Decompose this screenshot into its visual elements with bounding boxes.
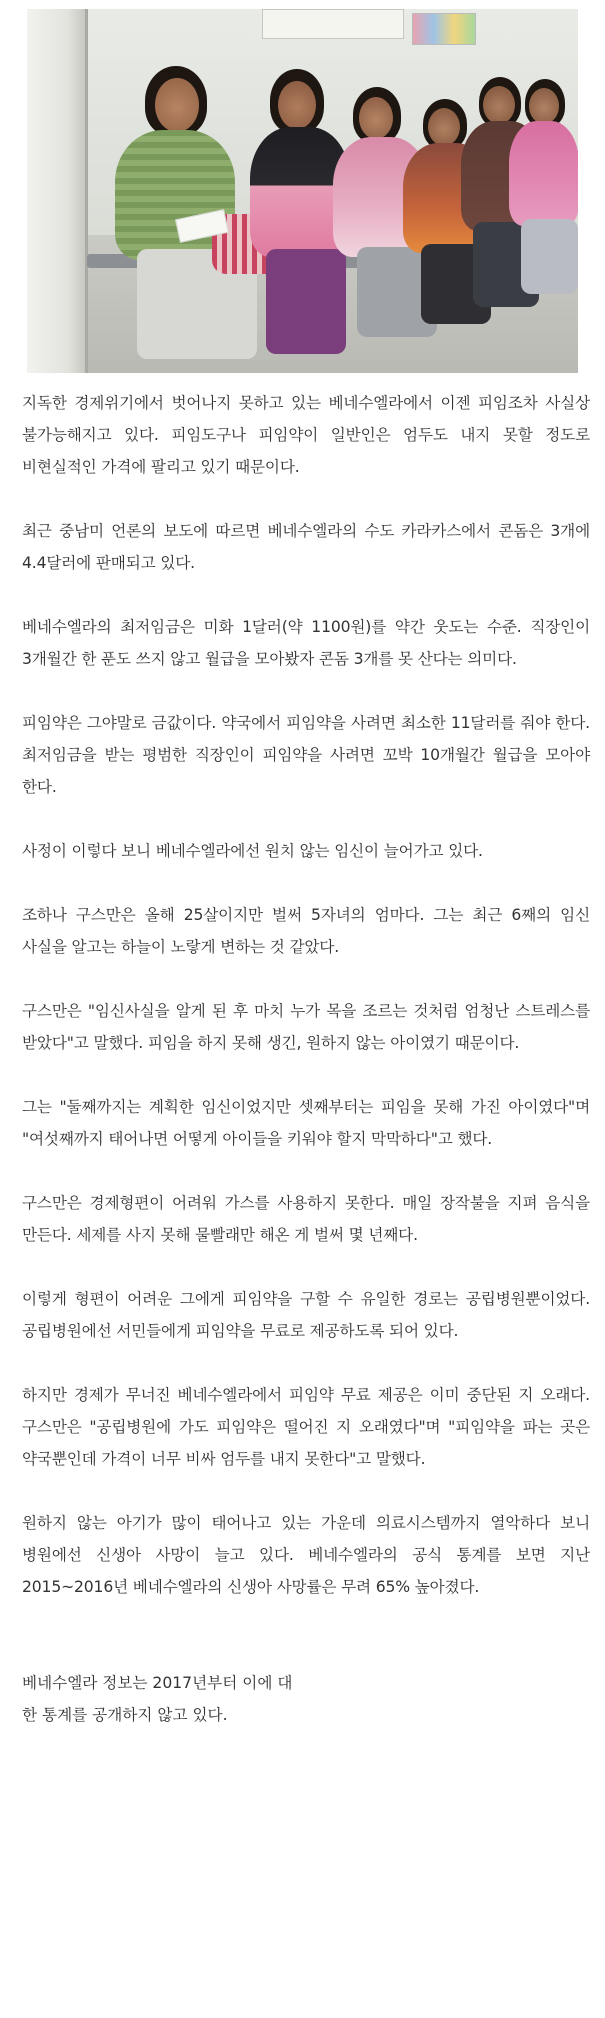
article-paragraph: 최근 중남미 언론의 보도에 따르면 베네수엘라의 수도 카라카스에서 콘돔은 3개에 4.4달러에 판매되고 있다. (22, 522, 590, 572)
footnote-line: 베네수엘라 정보는 2017년부터 이에 대 (22, 1674, 293, 1692)
article-paragraph: 그는 "둘째까지는 계획한 임신이었지만 셋째부터는 피임을 못해 가진 아이였다"며 "여섯째까지 태어나면 어떻게 아이들을 키워야 할지 막막하다"고 했다. (22, 1098, 590, 1148)
article-body (22, 387, 590, 1731)
footnote-line: 한 통계를 공개하지 않고 있다. (22, 1706, 228, 1724)
article-photo (27, 9, 578, 373)
article-paragraph: 조하나 구스만은 올해 25살이지만 벌써 5자녀의 엄마다. 그는 최근 6째의 임신 사실을 알고는 하늘이 노랗게 변하는 것 같았다. (22, 906, 590, 956)
photo-wall-sticker (412, 13, 476, 45)
article-paragraph: 피임약은 그야말로 금값이다. 약국에서 피임약을 사려면 최소한 11달러를 줘야 한다. 최저임금을 받는 평범한 직장인이 피임약을 사려면 꼬박 10개월간 월급을 모아야 한다. (22, 714, 590, 796)
article-footnote (22, 1667, 590, 1731)
article-paragraph: 구스만은 "임신사실을 알게 된 후 마치 누가 목을 조르는 것처럼 엄청난 스트레스를 받았다"고 말했다. 피임을 하지 못해 생긴, 원하지 않는 아이였기 때문이다. (22, 1002, 590, 1052)
article-paragraph: 원하지 않는 아기가 많이 태어나고 있는 가운데 의료시스템까지 열악하다 보니 병원에선 신생아 사망이 늘고 있다. 베네수엘라의 공식 통계를 보면 지난 2015~2016년 베네수엘라의 신생아 사망률은 무려 65% 높아졌다. (22, 1514, 590, 1596)
article-paragraph: 하지만 경제가 무너진 베네수엘라에서 피임약 무료 제공은 이미 중단된 지 오래다. 구스만은 "공립병원에 가도 피임약은 떨어진 지 오래였다"며 "피임약을 파는 곳은 약국뿐인데 가격이 너무 비싸 엄두를 내지 못한다"고 말했다. (22, 1386, 590, 1468)
photo-person (507, 79, 578, 299)
article-paragraph: 지독한 경제위기에서 벗어나지 못하고 있는 베네수엘라에서 이젠 피임조차 사실상 불가능해지고 있다. 피임도구나 피임약이 일반인은 엄두도 내지 못할 정도로 비현실적인 가격에 팔리고 있기 때문이다. (22, 394, 590, 476)
article-paragraph: 구스만은 경제형편이 어려워 가스를 사용하지 못한다. 매일 장작불을 지펴 음식을 만든다. 세제를 사지 못해 물빨래만 해온 게 벌써 몇 년째다. (22, 1194, 590, 1244)
photo-wall-poster (262, 9, 404, 39)
photo-door (27, 9, 88, 373)
article-paragraph: 사정이 이렇다 보니 베네수엘라에선 원치 않는 임신이 늘어가고 있다. (22, 842, 483, 860)
article-paragraph: 베네수엘라의 최저임금은 미화 1달러(약 1100원)를 약간 웃도는 수준. 직장인이 3개월간 한 푼도 쓰지 않고 월급을 모아봤자 콘돔 3개를 못 산다는 의미다. (22, 618, 590, 668)
article-paragraph: 이렇게 형편이 어려운 그에게 피임약을 구할 수 유일한 경로는 공립병원뿐이었다. 공립병원에선 서민들에게 피임약을 무료로 제공하도록 되어 있다. (22, 1290, 590, 1340)
